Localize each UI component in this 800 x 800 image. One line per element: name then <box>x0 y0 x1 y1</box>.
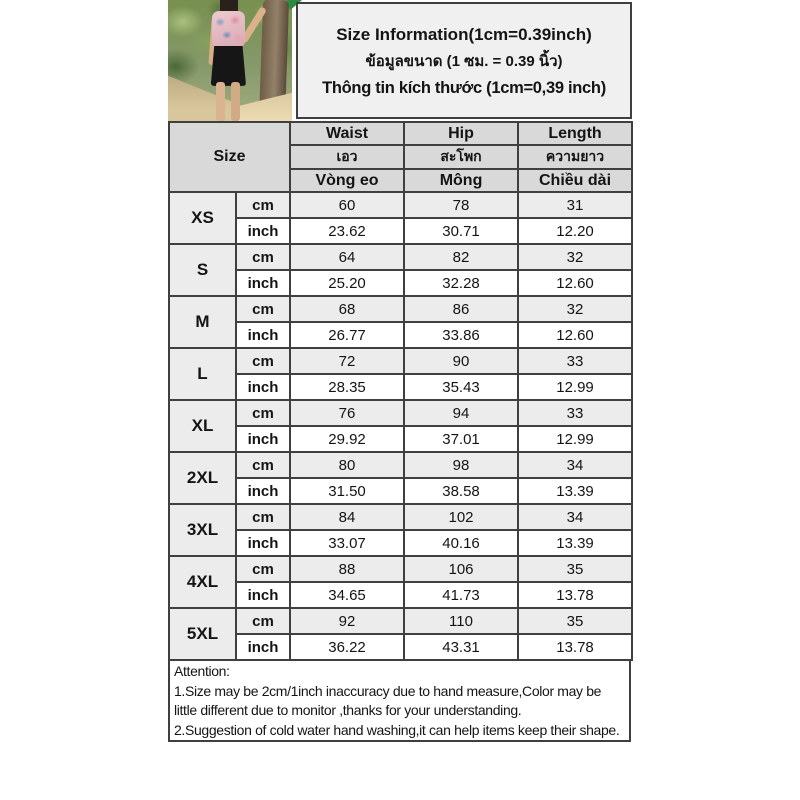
size-table <box>168 121 633 661</box>
unit-cell: cm <box>236 608 290 634</box>
page-title-thai: ข้อมูลขนาด (1 ซม. = 0.39 นิ้ว) <box>365 53 563 70</box>
col-header-length-viet: Chiều dài <box>518 169 632 192</box>
value-cell: 25.20 <box>290 270 404 296</box>
model-figure <box>203 0 260 121</box>
header-row <box>168 0 632 121</box>
value-cell: 102 <box>404 504 518 530</box>
value-cell: 13.78 <box>518 634 632 660</box>
value-cell: 12.20 <box>518 218 632 244</box>
value-cell: 41.73 <box>404 582 518 608</box>
col-header-hip-viet: Mông <box>404 169 518 192</box>
unit-cell: inch <box>236 270 290 296</box>
value-cell: 35 <box>518 556 632 582</box>
row-l-cm <box>169 348 632 374</box>
value-cell: 33.07 <box>290 530 404 556</box>
value-cell: 33.86 <box>404 322 518 348</box>
attention-notes <box>168 661 631 742</box>
col-header-waist: Waist <box>290 122 404 145</box>
attention-line-1: 1.Size may be 2cm/1inch inaccuracy due to hand measure,Color may be <box>174 682 602 699</box>
value-cell: 34.65 <box>290 582 404 608</box>
value-cell: 106 <box>404 556 518 582</box>
row-xs-inch <box>169 218 632 244</box>
value-cell: 92 <box>290 608 404 634</box>
value-cell: 64 <box>290 244 404 270</box>
title-box <box>296 2 632 119</box>
value-cell: 94 <box>404 400 518 426</box>
row-s-inch <box>169 270 632 296</box>
col-header-hip-thai: สะโพก <box>404 145 518 169</box>
unit-cell: inch <box>236 478 290 504</box>
size-label-m: M <box>169 296 236 348</box>
row-m-inch <box>169 322 632 348</box>
row-m-cm <box>169 296 632 322</box>
value-cell: 32 <box>518 296 632 322</box>
value-cell: 12.60 <box>518 322 632 348</box>
value-cell: 36.22 <box>290 634 404 660</box>
page-title-vietnamese: Thông tin kích thước (1cm=0,39 inch) <box>322 79 606 97</box>
col-header-waist-thai: เอว <box>290 145 404 169</box>
value-cell: 34 <box>518 504 632 530</box>
value-cell: 32 <box>518 244 632 270</box>
value-cell: 86 <box>404 296 518 322</box>
value-cell: 26.77 <box>290 322 404 348</box>
row-xl-cm <box>169 400 632 426</box>
row-xl-inch <box>169 426 632 452</box>
unit-cell: inch <box>236 374 290 400</box>
model-floral-top <box>212 11 245 49</box>
value-cell: 78 <box>404 192 518 218</box>
value-cell: 84 <box>290 504 404 530</box>
size-label-2xl: 2XL <box>169 452 236 504</box>
unit-cell: cm <box>236 400 290 426</box>
model-black-shorts <box>211 46 246 86</box>
value-cell: 12.60 <box>518 270 632 296</box>
value-cell: 40.16 <box>404 530 518 556</box>
value-cell: 60 <box>290 192 404 218</box>
page-title: Size Information(1cm=0.39inch) <box>336 25 592 44</box>
value-cell: 90 <box>404 348 518 374</box>
value-cell: 43.31 <box>404 634 518 660</box>
value-cell: 31 <box>518 192 632 218</box>
unit-cell: cm <box>236 244 290 270</box>
unit-cell: inch <box>236 634 290 660</box>
value-cell: 80 <box>290 452 404 478</box>
attention-line-3: 2.Suggestion of cold water hand washing,it can help items keep their shape. <box>174 721 620 738</box>
size-label-xl: XL <box>169 400 236 452</box>
unit-cell: cm <box>236 192 290 218</box>
col-header-hip: Hip <box>404 122 518 145</box>
value-cell: 72 <box>290 348 404 374</box>
unit-cell: inch <box>236 530 290 556</box>
attention-heading: Attention: <box>174 663 230 679</box>
row-4xl-inch <box>169 582 632 608</box>
unit-cell: inch <box>236 426 290 452</box>
unit-cell: cm <box>236 504 290 530</box>
unit-cell: cm <box>236 348 290 374</box>
unit-cell: inch <box>236 322 290 348</box>
size-label-xs: XS <box>169 192 236 244</box>
value-cell: 34 <box>518 452 632 478</box>
model-leg-left <box>216 82 225 121</box>
col-header-length: Length <box>518 122 632 145</box>
size-label-5xl: 5XL <box>169 608 236 660</box>
value-cell: 32.28 <box>404 270 518 296</box>
col-header-waist-viet: Vòng eo <box>290 169 404 192</box>
attention-line-2: little different due to monitor ,thanks for your understanding. <box>174 702 522 718</box>
value-cell: 28.35 <box>290 374 404 400</box>
size-label-4xl: 4XL <box>169 556 236 608</box>
model-photo <box>168 0 292 121</box>
model-leg-right <box>231 82 240 121</box>
value-cell: 35.43 <box>404 374 518 400</box>
value-cell: 68 <box>290 296 404 322</box>
row-3xl-inch <box>169 530 632 556</box>
value-cell: 37.01 <box>404 426 518 452</box>
row-4xl-cm <box>169 556 632 582</box>
row-3xl-cm <box>169 504 632 530</box>
row-2xl-inch <box>169 478 632 504</box>
value-cell: 12.99 <box>518 426 632 452</box>
value-cell: 13.78 <box>518 582 632 608</box>
value-cell: 13.39 <box>518 530 632 556</box>
size-label-3xl: 3XL <box>169 504 236 556</box>
row-s-cm <box>169 244 632 270</box>
value-cell: 31.50 <box>290 478 404 504</box>
value-cell: 82 <box>404 244 518 270</box>
value-cell: 98 <box>404 452 518 478</box>
unit-cell: inch <box>236 582 290 608</box>
value-cell: 23.62 <box>290 218 404 244</box>
unit-cell: cm <box>236 452 290 478</box>
value-cell: 12.99 <box>518 374 632 400</box>
row-5xl-inch <box>169 634 632 660</box>
size-label-s: S <box>169 244 236 296</box>
value-cell: 33 <box>518 348 632 374</box>
row-xs-cm <box>169 192 632 218</box>
value-cell: 88 <box>290 556 404 582</box>
value-cell: 110 <box>404 608 518 634</box>
row-l-inch <box>169 374 632 400</box>
unit-cell: inch <box>236 218 290 244</box>
content-area <box>168 0 632 742</box>
col-header-length-thai: ความยาว <box>518 145 632 169</box>
value-cell: 38.58 <box>404 478 518 504</box>
value-cell: 35 <box>518 608 632 634</box>
unit-cell: cm <box>236 296 290 322</box>
value-cell: 76 <box>290 400 404 426</box>
value-cell: 29.92 <box>290 426 404 452</box>
row-5xl-cm <box>169 608 632 634</box>
value-cell: 33 <box>518 400 632 426</box>
value-cell: 30.71 <box>404 218 518 244</box>
size-header-cell: Size <box>169 122 290 192</box>
value-cell: 13.39 <box>518 478 632 504</box>
unit-cell: cm <box>236 556 290 582</box>
size-label-l: L <box>169 348 236 400</box>
row-2xl-cm <box>169 452 632 478</box>
